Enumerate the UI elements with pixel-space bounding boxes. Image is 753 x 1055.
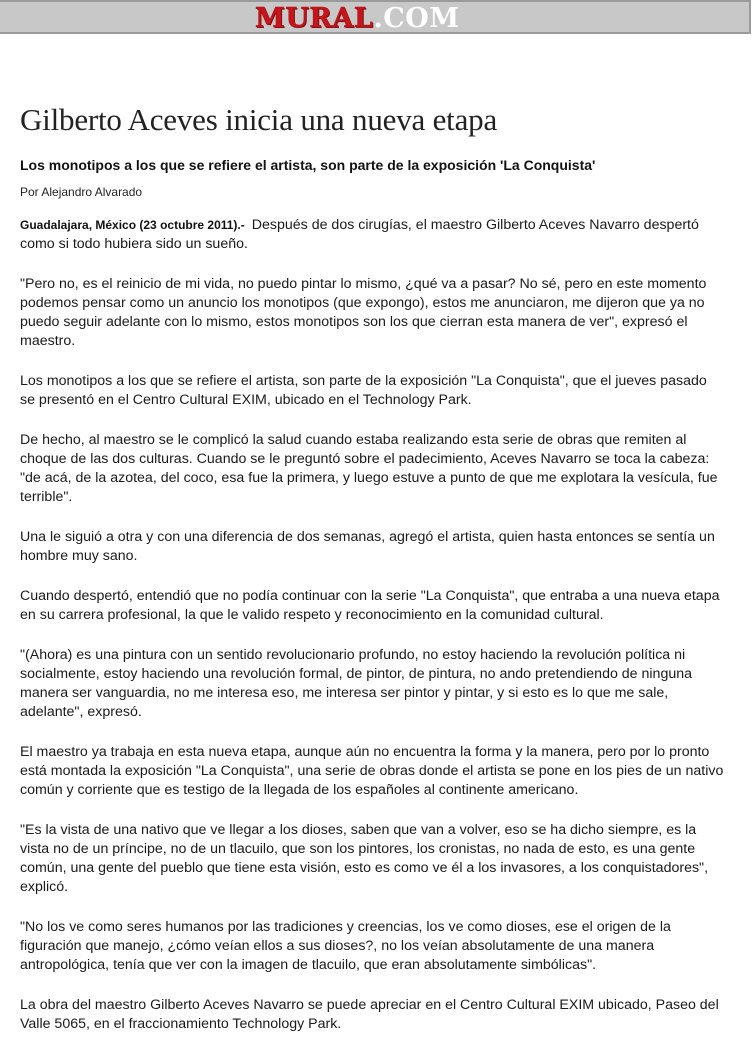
article-paragraph: "(Ahora) es una pintura con un sentido revolucionario profundo, no estoy haciendo la revolución política ni socialmente, estoy haciendo una revolución formal, de pintor, de pintura, no ando pretendiendo de ninguna manera ser vanguardia, no me interesa eso, me interesa ser pintor y pintar, y si esto es lo que me sale, adelante", expresó.	[20, 647, 693, 720]
article-byline: Por Alejandro Alvarado	[20, 185, 143, 199]
mural-logo[interactable]	[255, 3, 460, 35]
logo-tld: .COM	[373, 3, 460, 34]
article-paragraph: "Pero no, es el reinicio de mi vida, no puedo pintar lo mismo, ¿qué va a pasar? No sé, pero en este momento podemos pensar como un anuncio los monotipos (que expongo), estos me anunciaron, me dijeron que ya no puedo seguir adelante con lo mismo, estos monotipos son los que cierran esta manera de ver", expresó el maestro.	[20, 276, 707, 349]
article-paragraph: El maestro ya trabaja en esta nueva etapa, aunque aún no encuentra la forma y la manera, pero por lo pronto está montada la exposición "La Conquista", una serie de obras donde el artista se pone en los pies de un nativo común y corriente que es testigo de la llegada de los españoles al continente americano.	[20, 744, 724, 798]
masthead-bar	[0, 0, 751, 34]
article-paragraph: Una le siguió a otra y con una diferencia de dos semanas, agregó el artista, quien hasta entonces se sentía un hombre muy sano.	[20, 529, 715, 564]
article-paragraph	[20, 216, 725, 254]
article-body	[20, 216, 725, 1034]
article-subhead: Los monotipos a los que se refiere el artista, son parte de la exposición 'La Conquista'	[20, 157, 596, 173]
article	[20, 100, 725, 1055]
logo-brand: MURAL	[255, 3, 374, 34]
article-paragraph: Cuando despertó, entendió que no podía continuar con la serie "La Conquista", que entraba a una nueva etapa en su carrera profesional, la que le valido respeto y reconocimiento en la comunidad cultural.	[20, 588, 720, 623]
article-paragraph: "No los ve como seres humanos por las tradiciones y creencias, los ve como dioses, ese el origen de la figuración que manejo, ¿cómo veían ellos a sus dioses?, no los veían absolutamente de una manera antropológica, tenía que ver con la imagen de tlacuilo, que eran absolutamente simbólicas".	[20, 919, 671, 973]
article-paragraph: De hecho, al maestro se le complicó la salud cuando estaba realizando esta serie de obras que remiten al choque de las dos culturas. Cuando se le preguntó sobre el padecimiento, Aceves Navarro se toca la cabeza: "de acá, de la azotea, del coco, esa fue la primera, y luego estuve a punto de que me explotara la vesícula, fue terrible".	[20, 432, 718, 505]
article-paragraph: La obra del maestro Gilberto Aceves Navarro se puede apreciar en el Centro Cultural EXIM ubicado, Paseo del Valle 5065, en el fraccionamiento Technology Park.	[20, 997, 719, 1032]
article-dateline: Guadalajara, México (23 octubre 2011).-	[20, 218, 245, 232]
article-headline: Gilberto Aceves inicia una nueva etapa	[20, 102, 498, 137]
article-paragraph: "Es la vista de una nativo que ve llegar a los dioses, saben que van a volver, eso se ha dicho siempre, es la vista no de un príncipe, no de un tlacuilo, que son los pintores, los cronistas, no nada de esto, es una gente común, una gente del pueblo que tiene esta visión, esto es como ve él a los invasores, a los conquistadores", explicó.	[20, 822, 709, 895]
paragraph-text: Después de dos cirugías, el maestro Gilberto Aceves Navarro despertó como si todo hubiera sido un sueño.	[20, 217, 699, 252]
article-paragraph: Los monotipos a los que se refiere el artista, son parte de la exposición "La Conquista", que el jueves pasado se presentó en el Centro Cultural EXIM, ubicado en el Technology Park.	[20, 373, 707, 408]
